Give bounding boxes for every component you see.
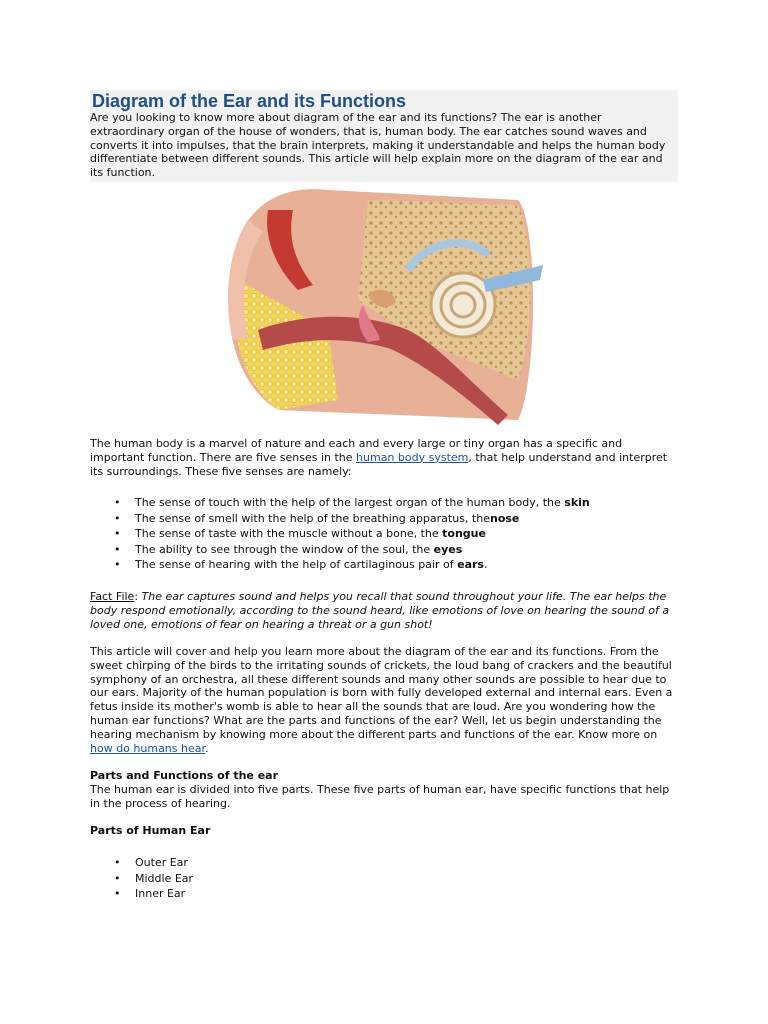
parts-heading: Parts of Human Ear: [90, 824, 211, 837]
list-item: • The sense of hearing with the help of cartilaginous pair of ears.: [114, 558, 488, 572]
bullet-icon: •: [114, 496, 121, 509]
senses-intro-paragraph: [90, 437, 674, 478]
text-run: .: [205, 741, 209, 755]
parts-functions-heading: Parts and Functions of the ear: [90, 769, 279, 782]
list-item: • Inner Ear: [114, 887, 186, 901]
list-item: • The ability to see through the window of the soul, the eyes: [114, 542, 463, 556]
senses-list: [90, 495, 590, 573]
list-item: • The sense of taste with the muscle without a bone, the tongue: [114, 527, 486, 541]
page-title: Diagram of the Ear and its Functions: [92, 91, 407, 111]
fact-file-label: Fact File: [90, 590, 135, 603]
article-paragraph: [90, 645, 674, 755]
list-item: • The sense of smell with the help of the breathing apparatus, thenose: [114, 511, 520, 525]
bullet-icon: •: [114, 511, 121, 525]
bullet-icon: •: [114, 887, 121, 901]
list-item: • Middle Ear: [114, 871, 194, 885]
parts-list: [90, 855, 193, 902]
text-run: This article will cover and help you learn more about the diagram of the ear and its functions. From the sweet chirping of the birds to the irritating sounds of crickets, the loud bang of crackers and the beautiful symphony of an orchestra, all these different sounds and many other sounds are possible to hear due to our ears. Majority of the human population is born with fully developed external and internal ears. Even a fetus inside its mother's womb is able to hear all the sounds that are loud. Are you wondering how the human ear functions? What are the parts and functions of the ear? Well, let us begin understanding the hearing mechanism by knowing more about the different parts and functions of the ear. Know more on: [90, 645, 673, 741]
list-item: • Outer Ear: [114, 856, 188, 869]
bullet-icon: •: [114, 542, 121, 556]
text-run: The human body is a marvel of nature and each and every large or tiny organ has a specific and important function. There are five senses in the: [90, 437, 623, 464]
bullet-icon: •: [114, 856, 121, 869]
bullet-icon: •: [114, 871, 121, 885]
text-run: , that help understand and interpret its surroundings. These five senses are namely:: [90, 450, 668, 478]
bullet-icon: •: [114, 527, 121, 541]
parts-paragraph: The human ear is divided into five parts. These five parts of human ear, have specific functions that help in the process of hearing.: [90, 783, 670, 810]
fact-file-paragraph: Fact File: The ear captures sound and helps you recall that sound throughout your life. The ear helps the body respond emotionally, according to the sound heard, like emotions of love on hearing the sound of a loved one, emotions of fear on hearing a threat or a gun shot!: [90, 590, 670, 631]
ear-anatomy-illustration: [218, 180, 550, 432]
human-body-system-link[interactable]: human body system: [356, 450, 469, 464]
list-item: • The sense of touch with the help of the largest organ of the human body, the skin: [114, 496, 590, 509]
bullet-icon: •: [114, 558, 121, 572]
intro-paragraph: Are you looking to know more about diagram of the ear and its functions? The ear is another extraordinary organ of the house of wonders, that is, human body. The ear catches sound waves and converts it into impulses, that the brain interprets, making it understandable and helps the human body differentiate between different sounds. This article will help explain more on the diagram of the ear and its function.: [90, 111, 666, 180]
how-do-humans-hear-link[interactable]: how do humans hear: [90, 741, 205, 755]
